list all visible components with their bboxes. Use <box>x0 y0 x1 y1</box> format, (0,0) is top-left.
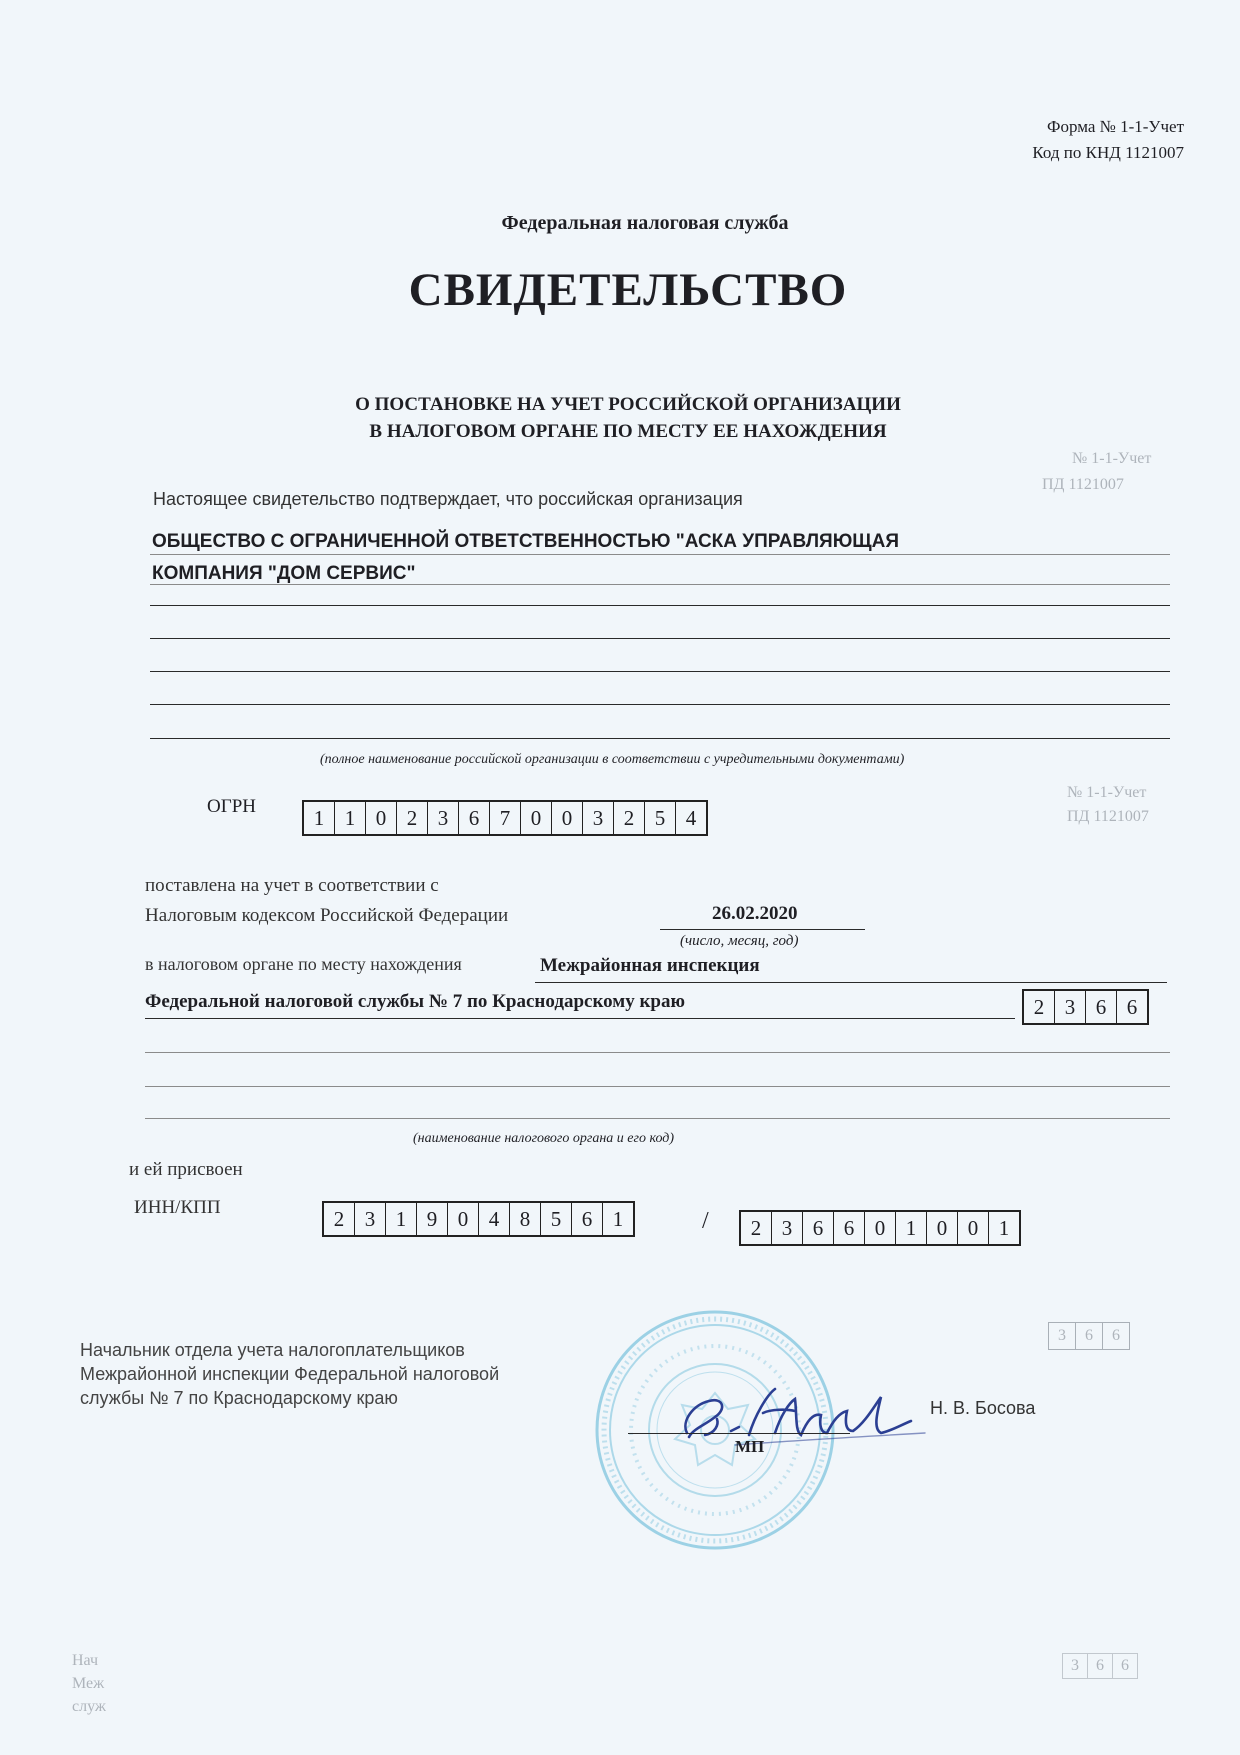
inn-kpp-label: ИНН/КПП <box>134 1197 221 1218</box>
inn-digits <box>322 1201 635 1237</box>
subtitle-line: В НАЛОГОВОМ ОРГАНЕ ПО МЕСТУ ЕЕ НАХОЖДЕНИЯ <box>369 421 887 442</box>
show-through-text: ПД 1121007 <box>1042 476 1124 493</box>
ogrn-digit: 0 <box>365 802 396 834</box>
ogrn-digit: 3 <box>427 802 458 834</box>
kpp-digits <box>739 1210 1021 1246</box>
underline <box>145 1118 1170 1119</box>
underline <box>150 704 1170 705</box>
underline <box>150 671 1170 672</box>
inn-digit: 8 <box>509 1203 540 1235</box>
kpp-digit: 0 <box>864 1212 895 1244</box>
show-through-code-row <box>1062 1653 1138 1679</box>
ogrn-digit: 3 <box>582 802 613 834</box>
show-through-text: Нач <box>72 1652 99 1669</box>
authority-intro: в налоговом органе по месту нахождения <box>145 954 462 974</box>
form-header <box>1032 114 1184 166</box>
signature-line <box>628 1433 850 1434</box>
authority-code-digit: 6 <box>1116 991 1147 1023</box>
ogrn-digit: 4 <box>675 802 706 834</box>
inn-kpp-separator: / <box>702 1208 709 1234</box>
underline <box>145 1052 1170 1053</box>
organization-name <box>152 526 899 590</box>
inn-digit: 1 <box>602 1203 633 1235</box>
subtitle-line: О ПОСТАНОВКЕ НА УЧЕТ РОССИЙСКОЙ ОРГАНИЗАЦИИ <box>355 394 901 415</box>
kpp-digit: 0 <box>957 1212 988 1244</box>
show-through-digit: 6 <box>1102 1323 1129 1349</box>
signatory-name: Н. В. Босова <box>930 1398 1036 1418</box>
organization-name-line: ОБЩЕСТВО С ОГРАНИЧЕННОЙ ОТВЕТСТВЕННОСТЬЮ "АСКА УПРАВЛЯЮЩАЯ <box>152 531 900 552</box>
underline <box>150 638 1170 639</box>
assigned-text: и ей присвоен <box>129 1159 243 1180</box>
show-through-digit: 6 <box>1075 1323 1102 1349</box>
agency-name: Федеральная налоговая служба <box>501 212 789 234</box>
inn-digit: 1 <box>385 1203 416 1235</box>
underline <box>150 605 1170 606</box>
knd-code: Код по КНД 1121007 <box>1032 143 1184 162</box>
underline <box>145 1086 1170 1087</box>
show-through-digit: 3 <box>1071 1657 1079 1674</box>
show-through-text: № 1-1-Учет <box>1067 784 1147 801</box>
registration-date: 26.02.2020 <box>712 903 798 924</box>
authority-code-digits <box>1022 989 1149 1025</box>
show-through-text: № 1-1-Учет <box>1072 450 1152 467</box>
show-through-digit: 6 <box>1112 1654 1137 1678</box>
inn-digit: 3 <box>354 1203 385 1235</box>
kpp-digit: 0 <box>926 1212 957 1244</box>
signatory-position-line: Начальник отдела учета налогоплательщиков <box>80 1340 465 1360</box>
inn-digit: 0 <box>447 1203 478 1235</box>
show-through-digit: 6 <box>1087 1654 1112 1678</box>
intro-text: Настоящее свидетельство подтверждает, что российская организация <box>153 489 743 509</box>
authority-code-digit: 3 <box>1054 991 1085 1023</box>
kpp-digit: 3 <box>771 1212 802 1244</box>
ogrn-digit: 7 <box>489 802 520 834</box>
signatory-position <box>80 1338 499 1410</box>
show-through-text: служ <box>72 1698 106 1715</box>
registration-basis <box>145 871 508 931</box>
form-number: Форма № 1-1-Учет <box>1047 117 1184 136</box>
inn-digit: 5 <box>540 1203 571 1235</box>
inn-digit: 9 <box>416 1203 447 1235</box>
kpp-digit: 6 <box>802 1212 833 1244</box>
date-underline <box>660 929 865 930</box>
ogrn-digit: 0 <box>551 802 582 834</box>
registration-basis-line: Налоговым кодексом Российской Федерации <box>145 905 509 926</box>
ogrn-digit: 2 <box>613 802 644 834</box>
signature <box>675 1375 935 1455</box>
underline <box>535 982 1167 983</box>
ogrn-digit: 0 <box>520 802 551 834</box>
document-title: СВИДЕТЕЛЬСТВО <box>408 264 848 316</box>
underline <box>150 554 1170 555</box>
kpp-digit: 2 <box>750 1215 762 1240</box>
authority-code-digit: 2 <box>1033 994 1045 1019</box>
ogrn-label: ОГРН <box>207 796 256 817</box>
show-through-digit: 3 <box>1058 1327 1066 1344</box>
document-subtitle <box>0 391 1240 445</box>
signatory-position-line: Межрайонной инспекции Федеральной налоговой <box>80 1364 500 1384</box>
show-through-text: ПД 1121007 <box>1067 808 1149 825</box>
authority-name-line2: Федеральной налоговой службы № 7 по Краснодарскому краю <box>145 991 686 1012</box>
date-caption: (число, месяц, год) <box>680 933 799 949</box>
show-through-code-row <box>1048 1322 1130 1350</box>
inn-digit: 6 <box>571 1203 602 1235</box>
kpp-digit: 1 <box>895 1212 926 1244</box>
organization-name-caption: (полное наименование российской организации в соответствии с учредительными документами) <box>320 752 905 767</box>
ogrn-digit: 6 <box>458 802 489 834</box>
registration-basis-line: поставлена на учет в соответствии с <box>145 875 439 896</box>
organization-name-line: КОМПАНИЯ "ДОМ СЕРВИС" <box>152 563 416 584</box>
inn-digit: 4 <box>478 1203 509 1235</box>
kpp-digit: 6 <box>833 1212 864 1244</box>
authority-name-line1: Межрайонная инспекция <box>540 955 760 976</box>
signatory-position-line: службы № 7 по Краснодарскому краю <box>80 1388 398 1408</box>
kpp-digit: 1 <box>988 1212 1019 1244</box>
underline <box>145 1018 1015 1019</box>
underline <box>150 584 1170 585</box>
ogrn-digit: 1 <box>334 802 365 834</box>
ogrn-digit: 2 <box>396 802 427 834</box>
ogrn-digit: 1 <box>313 805 325 830</box>
authority-caption: (наименование налогового органа и его код) <box>413 1131 675 1146</box>
ogrn-digit: 5 <box>644 802 675 834</box>
inn-digit: 2 <box>333 1206 345 1231</box>
underline <box>150 738 1170 739</box>
ogrn-digits <box>302 800 708 836</box>
seal-place-label: МП <box>735 1437 765 1456</box>
show-through-text: Меж <box>72 1675 105 1692</box>
authority-code-digit: 6 <box>1085 991 1116 1023</box>
